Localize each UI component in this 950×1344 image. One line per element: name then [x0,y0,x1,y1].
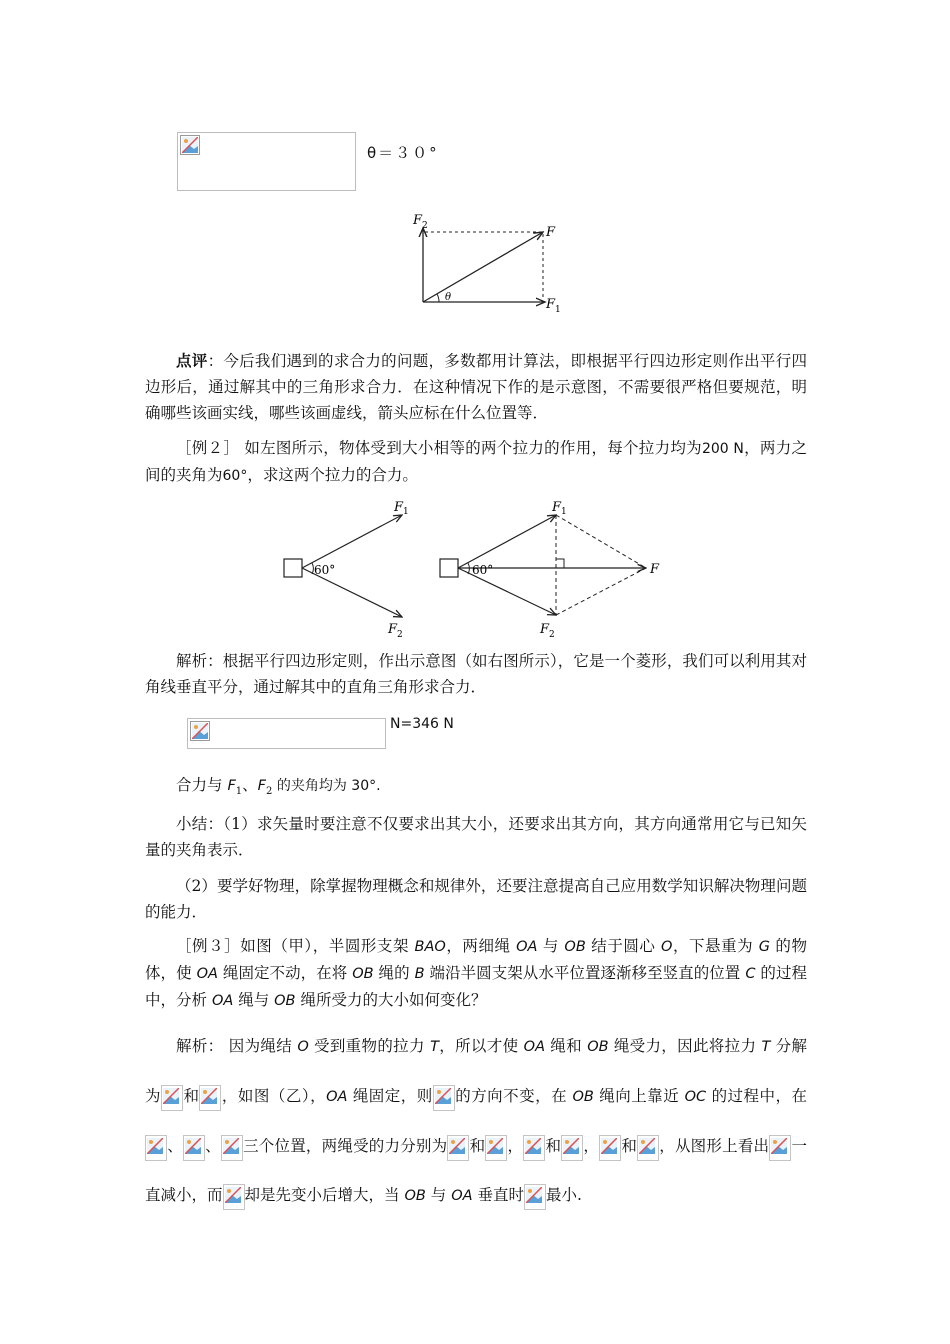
broken-image-icon [447,1135,469,1161]
svg-text:F: F [552,500,562,515]
svg-text:F: F [394,500,404,515]
formula-image-placeholder-2 [187,718,386,749]
broken-image-icon [221,1135,243,1161]
svg-text:1: 1 [561,507,567,517]
broken-image-icon [190,721,210,741]
svg-text:F: F [388,622,398,637]
broken-image-icon [769,1135,791,1161]
svg-text:60°: 60° [472,563,494,577]
broken-image-icon [523,1135,545,1161]
svg-text:2: 2 [397,630,403,640]
diagram1-label-f1: F [546,297,556,312]
broken-image-icon [524,1184,546,1210]
two-force-diagram-left [280,495,420,645]
comment-paragraph: 点评：今后我们遇到的求合力的问题，多数都用计算法，即根据平行四边形定则作出平行四边形后，通过解其中的三角形求合力．在这种情况下作的是示意图，不需要很严格但要规范，明确哪些该画实线，哪些该画虚线，箭头应标在什么位置等． [145,351,807,422]
example2-paragraph: ［例２］ 如左图所示，物体受到大小相等的两个拉力的作用，每个拉力均为200 N，两力之间的夹角为60°，求这两个拉力的合力。 [145,439,807,484]
diagram1-label-f: F [546,225,556,240]
broken-image-icon [161,1085,183,1111]
broken-image-icon [599,1135,621,1161]
formula-image-placeholder [177,132,356,191]
svg-text:F: F [650,562,660,577]
diagram1-label-theta: θ [445,292,452,303]
broken-image-icon [485,1135,507,1161]
broken-image-icon [199,1085,221,1111]
force-rectangle-diagram [405,208,575,318]
comment-label: 点评 [176,351,208,370]
result-value: N=346 N [390,716,454,732]
svg-text:2: 2 [422,221,428,231]
broken-image-icon [223,1184,245,1210]
broken-image-icon [145,1135,167,1161]
resultant-angle-line: 合力与 $F_1$、$F_2$ 的夹角均为 30°. [176,776,381,798]
svg-text:1: 1 [555,305,561,315]
broken-image-icon [561,1135,583,1161]
analysis2-paragraph: 解析：根据平行四边形定则，作出示意图（如右图所示），它是一个菱形，我们可以利用其对角线垂直平分，通过解其中的直角三角形求合力． [145,652,807,696]
analysis3-paragraph: 解析： 因为绳结 O 受到重物的拉力 T，所以才使 OA 绳和 OB 绳受力，因此将拉力 T 分解为 和 ，如图（乙），OA 绳固定，则 的方向不变，在 OB 绳向上靠近 OC 的过程中，在 、 、 三个位置，两绳受的力分别为 和 ， 和 ， 和 ，从图形上看出 一直减小，而 却是先变小后增大，当 OB 与 OA 垂直时 最小. [145,1022,807,1221]
broken-image-icon [183,1135,205,1161]
rhombus-force-diagram-right [434,495,674,645]
summary-paragraph-1: 小结：（1）求矢量时要注意不仅要求出其大小，还要求出其方向，其方向通常用它与已知矢量的夹角表示． [145,815,807,859]
diagram1-label-f2: F [413,213,423,228]
summary-paragraph-2: （2）要学好物理，除掌握物理概念和规律外，还要注意提高自己应用数学知识解决物理问题的能力． [145,877,807,921]
example3-paragraph: ［例３］如图（甲），半圆形支架 BAO，两细绳 OA 与 OB 结于圆心 O，下悬重为 G 的物体，使 OA 绳固定不动，在将 OB 绳的 B 端沿半圆支架从水平位置逐渐移至竖直的位置 C 的过程中，分析 OA 绳与 OB 绳所受力的大小如何变化？ [145,937,808,1009]
broken-image-icon [637,1135,659,1161]
broken-image-icon [433,1085,455,1111]
theta-value: θ＝３０° [367,144,439,162]
svg-text:60°: 60° [314,563,336,577]
broken-image-icon [180,135,200,155]
svg-text:F: F [540,622,550,637]
svg-text:1: 1 [403,507,409,517]
svg-text:2: 2 [549,630,555,640]
